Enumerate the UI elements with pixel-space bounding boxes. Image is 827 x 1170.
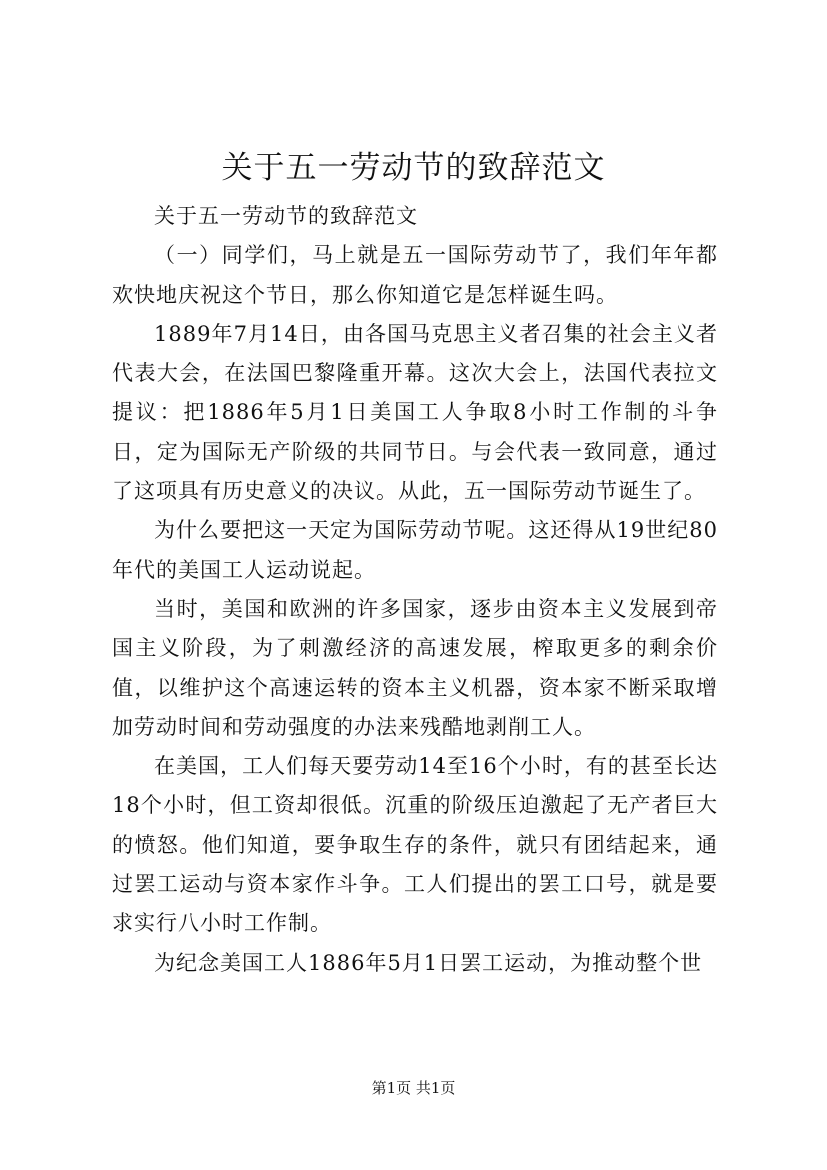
paragraph-subtitle: 关于五一劳动节的致辞范文 bbox=[154, 204, 418, 228]
paragraph-history: 1889年7月14日，由各国马克思主义者召集的社会主义者代表大会，在法国巴黎隆重开幕。这次大会上，法国代表拉文提议：把1886年5月1日美国工人争取8小时工作制的斗争日，定为国际无产阶级的共同节日。与会代表一致同意，通过了这项具有历史意义的决议。从此，五一国际劳动节诞生了。 bbox=[112, 321, 718, 504]
paragraph-background: 当时，美国和欧洲的许多国家，逐步由资本主义发展到帝国主义阶段，为了刺激经济的高速发展，榨取更多的剩余价值，以维护这个高速运转的资本主义机器，资本家不断采取增加劳动时间和劳动强度的办法来残酷地剥削工人。 bbox=[112, 596, 718, 739]
document-title: 关于五一劳动节的致辞范文 bbox=[221, 150, 606, 186]
paragraph-question: 为什么要把这一天定为国际劳动节呢。这还得从19世纪80年代的美国工人运动说起。 bbox=[112, 518, 718, 582]
document-body bbox=[112, 197, 718, 983]
paragraph-commemoration: 为纪念美国工人1886年5月1日罢工运动，为推动整个世 bbox=[154, 950, 703, 975]
page-footer: 第1页 共1页 bbox=[371, 1079, 456, 1097]
paragraph-workers: 在美国，工人们每天要劳动14至16个小时，有的甚至长达18个小时，但工资却很低。沉重的阶级压迫激起了无产者巨大的愤怒。他们知道，要争取生存的条件，就只有团结起来，通过罢工运动与资本家作斗争。工人们提出的罢工口号，就是要求实行八小时工作制。 bbox=[112, 754, 718, 936]
paragraph-intro: （一）同学们，马上就是五一国际劳动节了，我们年年都欢快地庆祝这个节日，那么你知道它是怎样诞生吗。 bbox=[112, 243, 718, 307]
